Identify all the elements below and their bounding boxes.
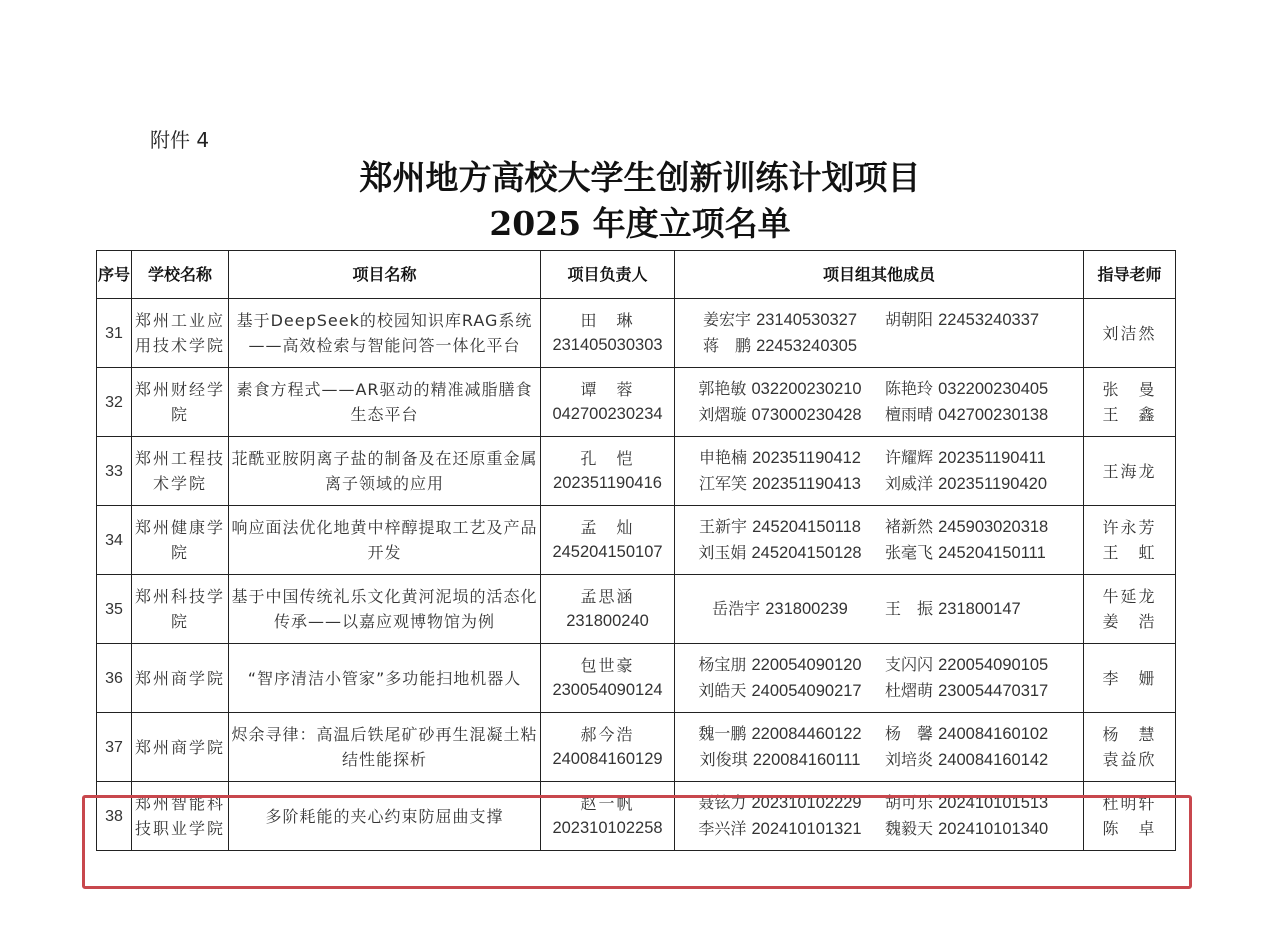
- member-id: 042700230138: [938, 406, 1049, 424]
- member-name: 许耀辉: [885, 448, 934, 467]
- row-leader: [541, 782, 675, 851]
- row-advisors: [1084, 368, 1176, 437]
- member-name: 胡朝阳: [885, 310, 934, 329]
- member-name: 刘熠璇: [698, 405, 747, 424]
- member-name: 姜宏宇: [702, 310, 751, 329]
- member-entry: [675, 471, 885, 497]
- member-name: 李兴洋: [698, 819, 747, 838]
- row-leader: [541, 299, 675, 368]
- row-advisors: [1084, 782, 1176, 851]
- advisor-name: 刘洁然: [1102, 323, 1157, 343]
- advisor-name: 杨 慧: [1102, 725, 1157, 744]
- member-id: 202351190413: [752, 475, 861, 493]
- member-entry: [885, 816, 1048, 842]
- row-project-name: 素食方程式——AR驱动的精准减脂膳食生态平台: [229, 368, 541, 437]
- member-entry: [675, 747, 885, 773]
- advisor-name: 姜 浩: [1102, 612, 1157, 631]
- member-line: [675, 596, 1083, 622]
- member-line: [675, 333, 1083, 359]
- row-school-name: 郑州商学院: [132, 644, 229, 713]
- member-line: [675, 721, 1083, 747]
- table-row: [97, 368, 1176, 437]
- member-name: 陈艳玲: [885, 379, 934, 398]
- row-leader: [541, 575, 675, 644]
- member-id: 202410101340: [938, 820, 1049, 838]
- table-header-row: [97, 251, 1176, 299]
- row-members: [675, 575, 1084, 644]
- member-line: [675, 445, 1083, 471]
- member-line: [675, 747, 1083, 773]
- member-name: 江军笑: [698, 474, 747, 493]
- row-advisors: [1084, 506, 1176, 575]
- row-leader: [541, 368, 675, 437]
- member-name: 王新宇: [698, 517, 747, 536]
- member-name: 支闪闪: [885, 655, 934, 674]
- advisor-name: 张 曼: [1102, 380, 1157, 399]
- member-line: [675, 678, 1083, 704]
- leader-id: 231405030303: [552, 336, 663, 354]
- member-name: 刘玉娟: [698, 543, 747, 562]
- member-id: 245903020318: [938, 518, 1049, 536]
- row-school-name: 郑州财经学院: [132, 368, 229, 437]
- row-advisors: [1084, 299, 1176, 368]
- member-name: 褚新然: [885, 517, 934, 536]
- member-name: 刘皓天: [698, 681, 747, 700]
- member-name: 刘威洋: [885, 474, 934, 493]
- row-members: [675, 713, 1084, 782]
- header-school: 学校名称: [132, 251, 229, 299]
- member-id: 22453240337: [938, 311, 1040, 329]
- member-line: [675, 540, 1083, 566]
- member-entry: [675, 540, 885, 566]
- member-entry: [885, 471, 1047, 497]
- row-members: [675, 644, 1084, 713]
- header-seq: 序号: [97, 251, 132, 299]
- attachment-label: 附件 4: [150, 128, 210, 152]
- row-seq: 36: [97, 644, 132, 713]
- member-entry: [885, 596, 1021, 622]
- row-project-name: 多阶耗能的夹心约束防屈曲支撑: [229, 782, 541, 851]
- member-id: 23140530327: [756, 311, 858, 329]
- row-seq: 37: [97, 713, 132, 782]
- member-entry: [675, 376, 885, 402]
- row-school-name: 郑州工程技术学院: [132, 437, 229, 506]
- member-id: 245204150128: [751, 544, 862, 562]
- leader-id: 202351190416: [553, 474, 662, 492]
- member-line: [675, 514, 1083, 540]
- member-name: 岳浩宇: [712, 599, 761, 618]
- member-name: 申艳楠: [698, 448, 747, 467]
- member-id: 220084160111: [752, 751, 861, 769]
- member-entry: [675, 402, 885, 428]
- member-entry: [885, 678, 1048, 704]
- row-members: [675, 299, 1084, 368]
- member-line: [675, 402, 1083, 428]
- member-id: 220084460122: [751, 725, 862, 743]
- row-advisors: [1084, 644, 1176, 713]
- row-seq: 33: [97, 437, 132, 506]
- member-entry: [675, 333, 885, 359]
- member-entry: [885, 376, 1048, 402]
- table-row: [97, 299, 1176, 368]
- member-name: 蒋 鹏: [702, 336, 751, 355]
- member-line: [675, 376, 1083, 402]
- leader-name: 田 琳: [580, 311, 635, 330]
- leader-name: 谭 蓉: [580, 380, 635, 399]
- row-project-name: 响应面法优化地黄中梓醇提取工艺及产品开发: [229, 506, 541, 575]
- row-advisors: [1084, 575, 1176, 644]
- member-line: [675, 307, 1083, 333]
- row-project-name: 烬余寻律：高温后铁尾矿砂再生混凝土粘结性能探析: [229, 713, 541, 782]
- member-id: 220054090120: [751, 656, 862, 674]
- member-name: 张毫飞: [885, 543, 934, 562]
- member-id: 231800147: [938, 600, 1021, 618]
- member-name: 郭艳敏: [698, 379, 747, 398]
- row-members: [675, 506, 1084, 575]
- row-advisors: [1084, 713, 1176, 782]
- leader-id: 042700230234: [552, 405, 663, 423]
- row-members: [675, 782, 1084, 851]
- table-row: [97, 575, 1176, 644]
- member-entry: [885, 652, 1048, 678]
- member-id: 202410101513: [938, 794, 1049, 812]
- member-id: 220054090105: [938, 656, 1049, 674]
- member-id: 240084160102: [938, 725, 1049, 743]
- table-row: [97, 713, 1176, 782]
- advisor-name: 王 虹: [1102, 543, 1157, 562]
- leader-name: 赵一帆: [580, 794, 635, 813]
- row-school-name: 郑州智能科技职业学院: [132, 782, 229, 851]
- member-id: 202351190420: [938, 475, 1048, 493]
- row-seq: 34: [97, 506, 132, 575]
- header-project: 项目名称: [229, 251, 541, 299]
- advisor-name: 王海龙: [1102, 461, 1157, 481]
- table-row: [97, 644, 1176, 713]
- leader-name: 郝今浩: [580, 725, 635, 744]
- member-id: 202310102229: [751, 794, 862, 812]
- member-entry: [675, 445, 885, 471]
- member-line: [675, 816, 1083, 842]
- leader-id: 231800240: [566, 612, 649, 630]
- member-name: 胡可乐: [885, 793, 934, 812]
- member-id: 202351190411: [938, 449, 1046, 467]
- member-entry: [885, 790, 1048, 816]
- header-leader: 项目负责人: [541, 251, 675, 299]
- member-entry: [885, 721, 1048, 747]
- row-seq: 31: [97, 299, 132, 368]
- member-id: 22453240305: [756, 337, 858, 355]
- member-line: [675, 790, 1083, 816]
- member-name: 王 振: [885, 599, 934, 618]
- advisor-name: 牛延龙: [1102, 587, 1157, 606]
- member-id: 240054090217: [751, 682, 862, 700]
- leader-id: 240084160129: [552, 750, 663, 768]
- member-id: 231800239: [765, 600, 848, 618]
- member-entry: [675, 816, 885, 842]
- table-row: [97, 506, 1176, 575]
- header-advisor: 指导老师: [1084, 251, 1176, 299]
- row-advisors: [1084, 437, 1176, 506]
- row-seq: 32: [97, 368, 132, 437]
- member-entry: [675, 790, 885, 816]
- leader-id: 230054090124: [552, 681, 663, 699]
- row-project-name: 苝酰亚胺阴离子盐的制备及在还原重金属离子领域的应用: [229, 437, 541, 506]
- leader-id: 202310102258: [552, 819, 663, 837]
- member-entry: [885, 747, 1048, 773]
- row-seq: 38: [97, 782, 132, 851]
- table-row: [97, 782, 1176, 851]
- member-name: 刘培炎: [885, 750, 934, 769]
- member-name: 魏毅天: [885, 819, 934, 838]
- member-id: 032200230210: [751, 380, 862, 398]
- member-entry: [675, 652, 885, 678]
- member-name: 杨宝朋: [698, 655, 747, 674]
- row-leader: [541, 713, 675, 782]
- member-name: 聂铉力: [698, 793, 747, 812]
- member-entry: [885, 307, 1039, 333]
- member-name: 杜熠萌: [885, 681, 934, 700]
- advisor-name: 王 鑫: [1102, 405, 1157, 424]
- member-entry: [675, 721, 885, 747]
- member-id: 240084160142: [938, 751, 1049, 769]
- member-entry: [675, 307, 885, 333]
- row-project-name: “智序清洁小管家”多功能扫地机器人: [229, 644, 541, 713]
- advisor-name: 杜明轩: [1102, 794, 1157, 813]
- document-title-line-1: 郑州地方高校大学生创新训练计划项目: [359, 158, 921, 197]
- advisor-name: 袁益欣: [1102, 750, 1157, 769]
- row-leader: [541, 437, 675, 506]
- member-name: 杨 馨: [885, 724, 934, 743]
- member-id: 073000230428: [751, 406, 862, 424]
- member-entry: [675, 678, 885, 704]
- row-project-name: 基于DeepSeek的校园知识库RAG系统——高效检索与智能问答一体化平台: [229, 299, 541, 368]
- row-members: [675, 437, 1084, 506]
- member-id: 245204150118: [752, 518, 861, 536]
- table-row: [97, 437, 1176, 506]
- member-entry: [885, 445, 1046, 471]
- row-members: [675, 368, 1084, 437]
- leader-name: 孟思涵: [580, 587, 635, 606]
- member-name: 魏一鹏: [698, 724, 747, 743]
- row-school-name: 郑州健康学院: [132, 506, 229, 575]
- member-entry: [675, 514, 885, 540]
- row-project-name: 基于中国传统礼乐文化黄河泥埙的活态化传承——以嘉应观博物馆为例: [229, 575, 541, 644]
- member-id: 032200230405: [938, 380, 1049, 398]
- advisor-name: 陈 卓: [1102, 819, 1157, 838]
- member-line: [675, 471, 1083, 497]
- advisor-name: 许永芳: [1102, 518, 1157, 537]
- member-id: 202410101321: [751, 820, 862, 838]
- row-leader: [541, 506, 675, 575]
- row-school-name: 郑州工业应用技术学院: [132, 299, 229, 368]
- project-roster-table: [96, 250, 1176, 851]
- leader-id: 245204150107: [552, 543, 663, 561]
- member-id: 245204150111: [938, 544, 1046, 562]
- member-line: [675, 652, 1083, 678]
- member-entry: [885, 402, 1048, 428]
- member-id: 230054470317: [938, 682, 1049, 700]
- leader-name: 孔 恺: [580, 449, 635, 468]
- leader-name: 孟 灿: [580, 518, 635, 537]
- leader-name: 包世豪: [580, 656, 635, 675]
- row-leader: [541, 644, 675, 713]
- document-title-line-2: 2025 年度立项名单: [489, 204, 791, 243]
- advisor-name: 李 姗: [1102, 668, 1157, 688]
- row-school-name: 郑州商学院: [132, 713, 229, 782]
- row-school-name: 郑州科技学院: [132, 575, 229, 644]
- member-id: 202351190412: [752, 449, 861, 467]
- member-entry: [885, 514, 1048, 540]
- member-name: 檀雨晴: [885, 405, 934, 424]
- member-entry: [885, 540, 1046, 566]
- member-name: 刘俊琪: [699, 750, 748, 769]
- header-members: 项目组其他成员: [675, 251, 1084, 299]
- row-seq: 35: [97, 575, 132, 644]
- member-entry: [675, 596, 885, 622]
